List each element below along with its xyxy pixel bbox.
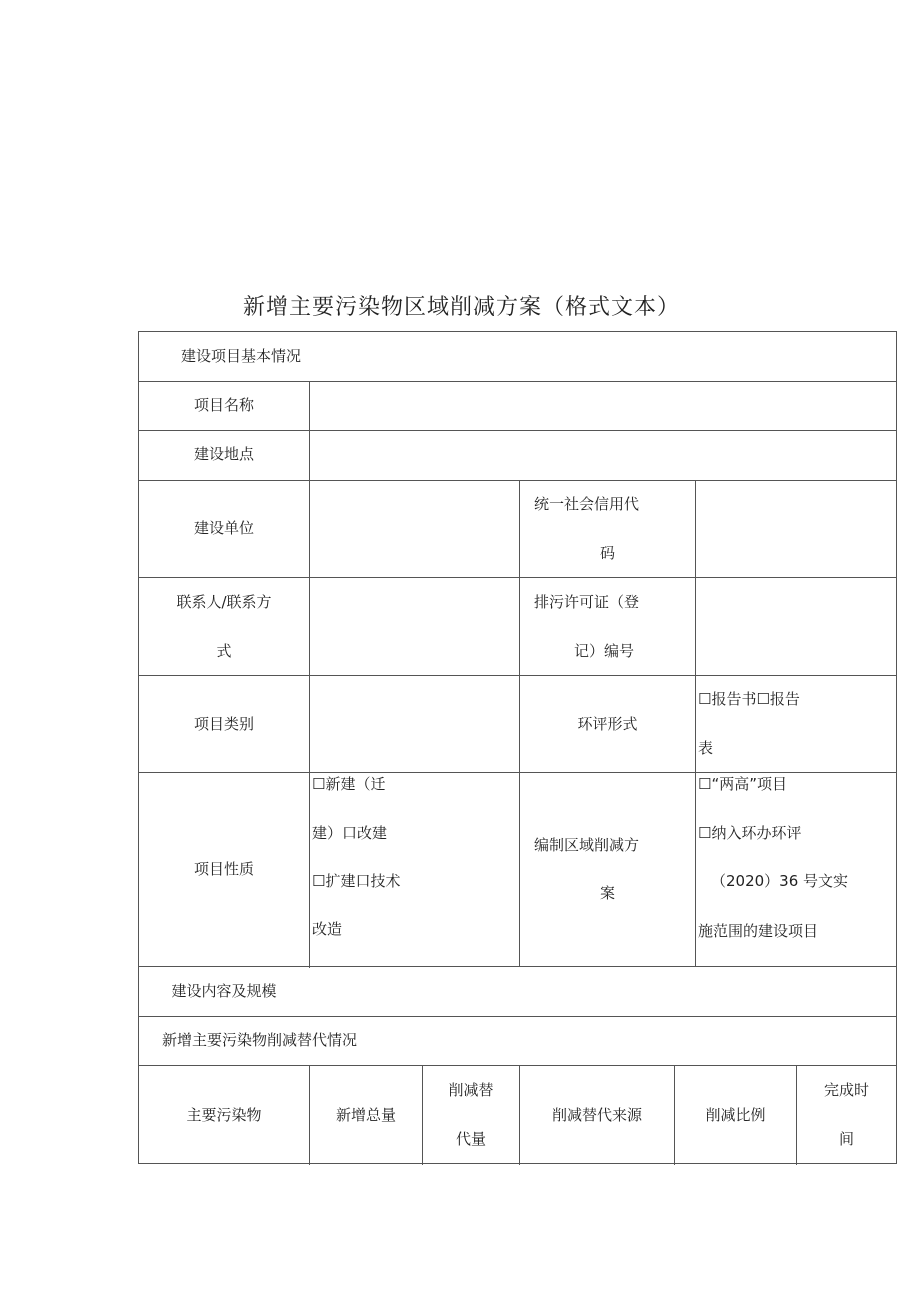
label-contact-line1: 联系人/联系方 xyxy=(176,593,272,611)
nature-options-line3[interactable]: ☐扩建口技术 xyxy=(312,872,401,890)
label-eia-form: 环评形式 xyxy=(577,715,638,733)
label-credit-code-line2: 码 xyxy=(600,544,616,562)
col-header-pollutant: 主要污染物 xyxy=(186,1106,262,1124)
construction-unit-field[interactable] xyxy=(310,481,518,576)
plan-options-line1[interactable]: ☐“两高”项目 xyxy=(698,775,787,793)
location-field[interactable] xyxy=(310,431,896,479)
label-reduction-plan-line1: 编制区域削减方 xyxy=(534,836,640,854)
eia-options-line2: 表 xyxy=(698,739,714,757)
label-construction-unit: 建设单位 xyxy=(193,519,254,537)
label-location: 建设地点 xyxy=(193,445,254,463)
project-name-field[interactable] xyxy=(310,382,896,429)
plan-options-line4: 施范围的建设项目 xyxy=(698,922,819,940)
label-credit-code-line1: 统一社会信用代 xyxy=(534,495,640,513)
plan-options-line2[interactable]: ☐纳入环办环评 xyxy=(698,824,802,842)
col-header-reduction-line1: 削减替 xyxy=(448,1081,494,1099)
label-project-nature: 项目性质 xyxy=(193,860,254,878)
label-permit-line1: 排污许可证（登 xyxy=(534,593,640,611)
col-header-reduction-line2: 代量 xyxy=(455,1130,486,1148)
nature-options-line4: 改造 xyxy=(312,920,343,938)
col-header-time-line2: 间 xyxy=(838,1130,854,1148)
label-project-name: 项目名称 xyxy=(193,396,254,414)
col-header-new-total: 新增总量 xyxy=(335,1106,396,1124)
label-project-category: 项目类别 xyxy=(193,715,254,733)
permit-number-field[interactable] xyxy=(696,578,896,674)
label-reduction-plan-line2: 案 xyxy=(600,884,616,902)
label-permit-line2: 记）编号 xyxy=(574,642,635,660)
nature-options-line1[interactable]: ☐新建（迁 xyxy=(312,775,386,793)
construction-scale-field[interactable] xyxy=(310,967,896,1015)
plan-options-line3: （2020）36 号文实 xyxy=(711,872,849,890)
label-construction-scale: 建设内容及规模 xyxy=(171,982,277,1000)
contact-field[interactable] xyxy=(310,578,518,674)
project-category-field[interactable] xyxy=(310,676,518,771)
credit-code-field[interactable] xyxy=(696,481,896,576)
col-header-ratio: 削减比例 xyxy=(705,1106,766,1124)
nature-options-line2[interactable]: 建）口改建 xyxy=(312,824,388,842)
section-header-pollutant-reduction: 新增主要污染物削减替代情况 xyxy=(162,1031,358,1049)
col-header-time-line1: 完成时 xyxy=(823,1081,869,1099)
section-header-basic-info: 建设项目基本情况 xyxy=(181,347,302,365)
eia-options-line1[interactable]: ☐报告书☐报告 xyxy=(698,690,800,708)
form-table xyxy=(138,331,897,1164)
document-title: 新增主要污染物区域削减方案（格式文本） xyxy=(243,295,681,320)
col-header-source: 削减替代来源 xyxy=(551,1106,642,1124)
label-contact-line2: 式 xyxy=(216,642,232,660)
